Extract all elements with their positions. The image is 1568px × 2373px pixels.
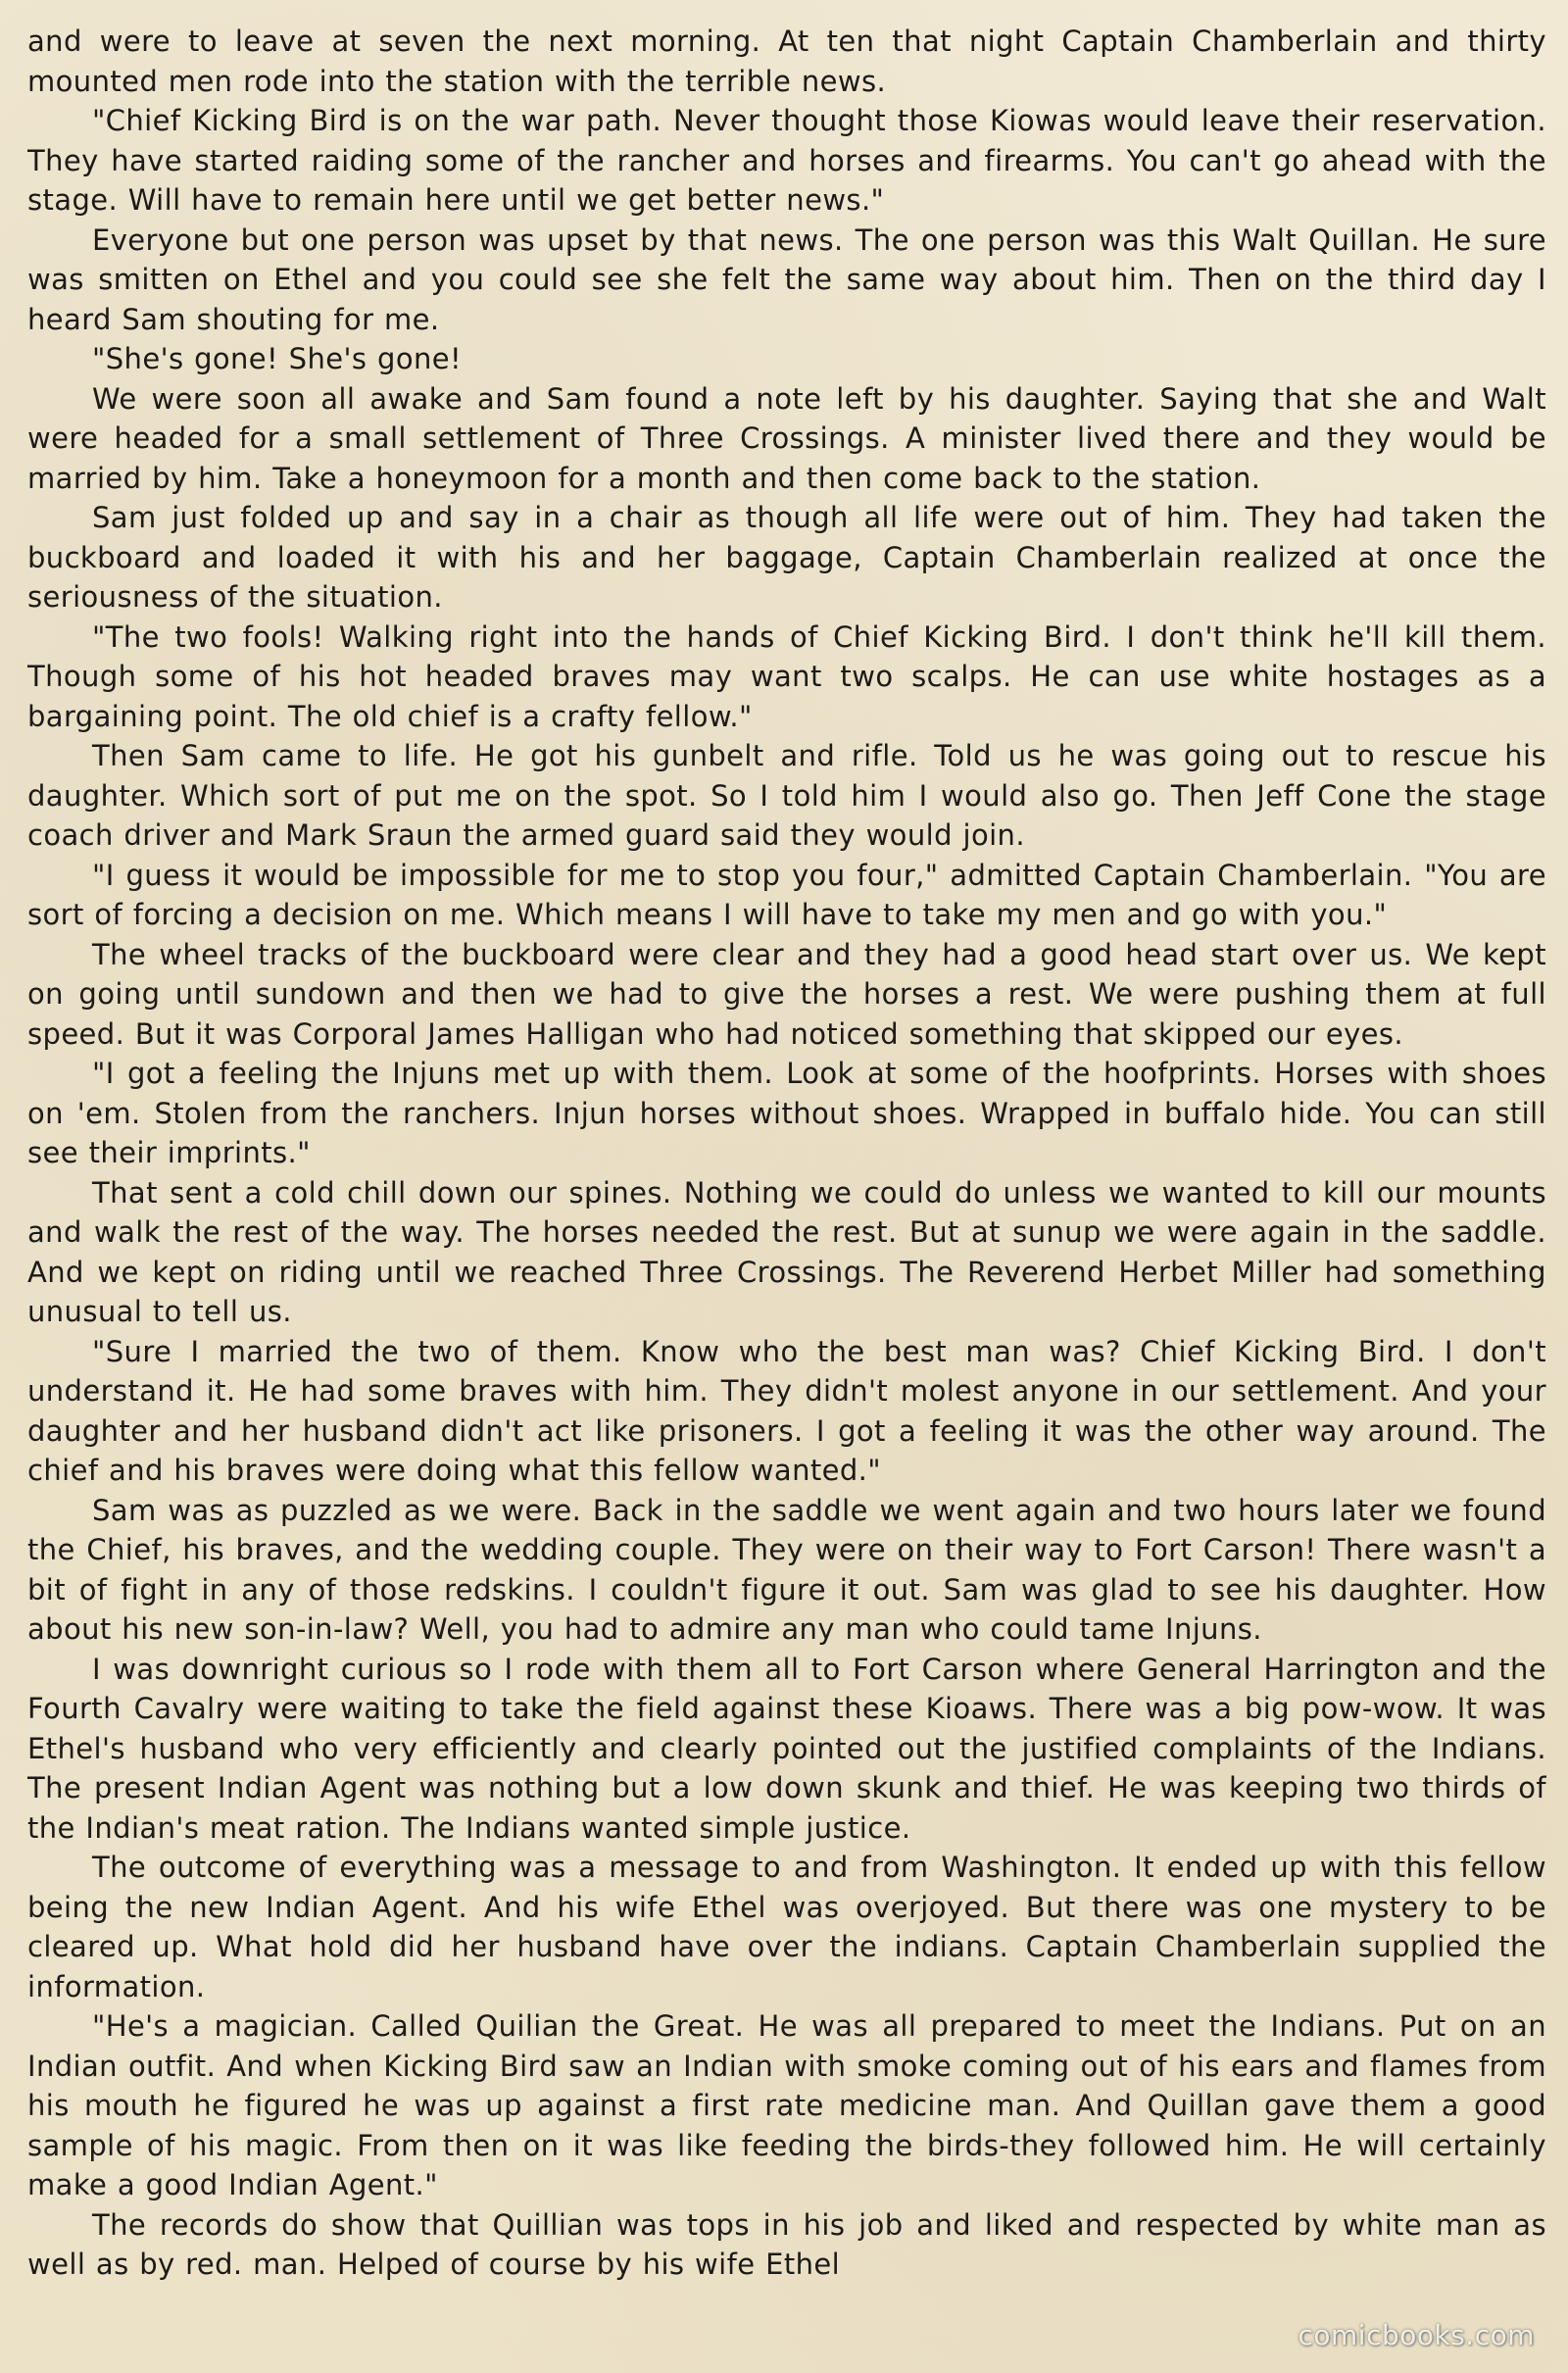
story-paragraph: Everyone but one person was upset by that news. The one person was this Walt Quillan. He sure was smitten on Ethel and you could see she felt the same way about him. Then on the third day I heard Sam shouting for me. (27, 222, 1546, 336)
story-paragraph: Sam just folded up and say in a chair as though all life were out of him. They had taken the buckboard and loaded it with his and her baggage, Captain Chamberlain realized at once the seriousness of the situation. (27, 501, 1546, 614)
site-watermark: comicbooks.com (1298, 2319, 1535, 2351)
story-paragraph: "The two fools! Walking right into the hands of Chief Kicking Bird. I don't think he'll kill them. Though some of his hot headed braves may want two scalps. He can use white hostages as a bargaining point. The old chief is a crafty fellow." (27, 619, 1546, 733)
story-paragraph: "Chief Kicking Bird is on the war path. Never thought those Kiowas would leave their reservation. They have started raiding some of the rancher and horses and firearms. You can't go ahead with the stage. Will have to remain here until we get better news." (27, 104, 1546, 217)
story-paragraph: That sent a cold chill down our spines. Nothing we could do unless we wanted to kill our mounts and walk the rest of the way. The horses needed the rest. But at sunup we were again in the saddle. And we kept on riding until we reached Three Crossings. The Reverend Herbet Miller had something unusual to tell us. (27, 1175, 1546, 1328)
story-paragraph: "Sure I married the two of them. Know who the best man was? Chief Kicking Bird. I don't understand it. He had some braves with him. They didn't molest anyone in our settlement. And your daughter and her husband didn't act like prisoners. I got a feeling it was the other way around. The chief and his braves were doing what this fellow wanted." (27, 1334, 1546, 1487)
story-paragraph: "She's gone! She's gone! (92, 342, 463, 375)
story-paragraph: The outcome of everything was a message to and from Washington. It ended up with this fellow being the new Indian Agent. And his wife Ethel was overjoyed. But there was one mystery to be cleared up. What hold did her husband have over the indians. Captain Chamberlain supplied the information. (27, 1851, 1546, 2003)
story-page (27, 22, 1546, 2354)
story-paragraph: The wheel tracks of the buckboard were clear and they had a good head start over us. We kept on going until sundown and then we had to give the horses a rest. We were pushing them at full speed. But it was Corporal James Halligan who had noticed something that skipped our eyes. (27, 937, 1546, 1051)
story-paragraph: I was downright curious so I rode with them all to Fort Carson where General Harrington and the Fourth Cavalry were waiting to take the field against these Kioaws. There was a big pow-wow. It was Ethel's husband who very efficiently and clearly pointed out the justified complaints of the Indians. The present Indian Agent was nothing but a low down skunk and thief. He was keeping two thirds of the Indian's meat ration. The Indians wanted simple justice. (27, 1652, 1546, 1845)
story-paragraph: The records do show that Quillian was tops in his job and liked and respected by white man as well as by red. man. Helped of course by his wife Ethel (27, 2207, 1546, 2281)
story-text (27, 22, 1546, 2285)
story-paragraph: Sam was as puzzled as we were. Back in the saddle we went again and two hours later we found the Chief, his braves, and the wedding couple. They were on their way to Fort Carson! There wasn't a bit of fight in any of those redskins. I couldn't figure it out. Sam was glad to see his daughter. How about his new son-in-law? Well, you had to admire any man who could tame Injuns. (27, 1493, 1546, 1646)
story-paragraph: "He's a magician. Called Quilian the Great. He was all prepared to meet the Indians. Put on an Indian outfit. And when Kicking Bird saw an Indian with smoke coming out of his ears and flames from his mouth he figured he was up against a first rate medicine man. And Quillan gave them a good sample of his magic. From then on it was like feeding the birds-they followed him. He will certainly make a good Indian Agent." (27, 2009, 1546, 2201)
story-paragraph: "I guess it would be impossible for me to stop you four," admitted Captain Chamberlain. "You are sort of forcing a decision on me. Which means I will have to take my men and go with you." (27, 858, 1546, 931)
story-paragraph: Then Sam came to life. He got his gunbelt and rifle. Told us he was going out to rescue his daughter. Which sort of put me on the spot. So I told him I would also go. Then Jeff Cone the stage coach driver and Mark Sraun the armed guard said they would join. (27, 739, 1546, 852)
story-paragraph: and were to leave at seven the next morning. At ten that night Captain Chamberlain and thirty mounted men rode into the station with the terrible news. (27, 25, 1546, 98)
story-paragraph: "I got a feeling the Injuns met up with them. Look at some of the hoofprints. Horses with shoes on 'em. Stolen from the ranchers. Injun horses without shoes. Wrapped in buffalo hide. You can still see their imprints." (27, 1057, 1546, 1169)
story-paragraph: We were soon all awake and Sam found a note left by his daughter. Saying that she and Walt were headed for a small settlement of Three Crossings. A minister lived there and they would be married by him. Take a honeymoon for a month and then come back to the station. (27, 381, 1546, 495)
